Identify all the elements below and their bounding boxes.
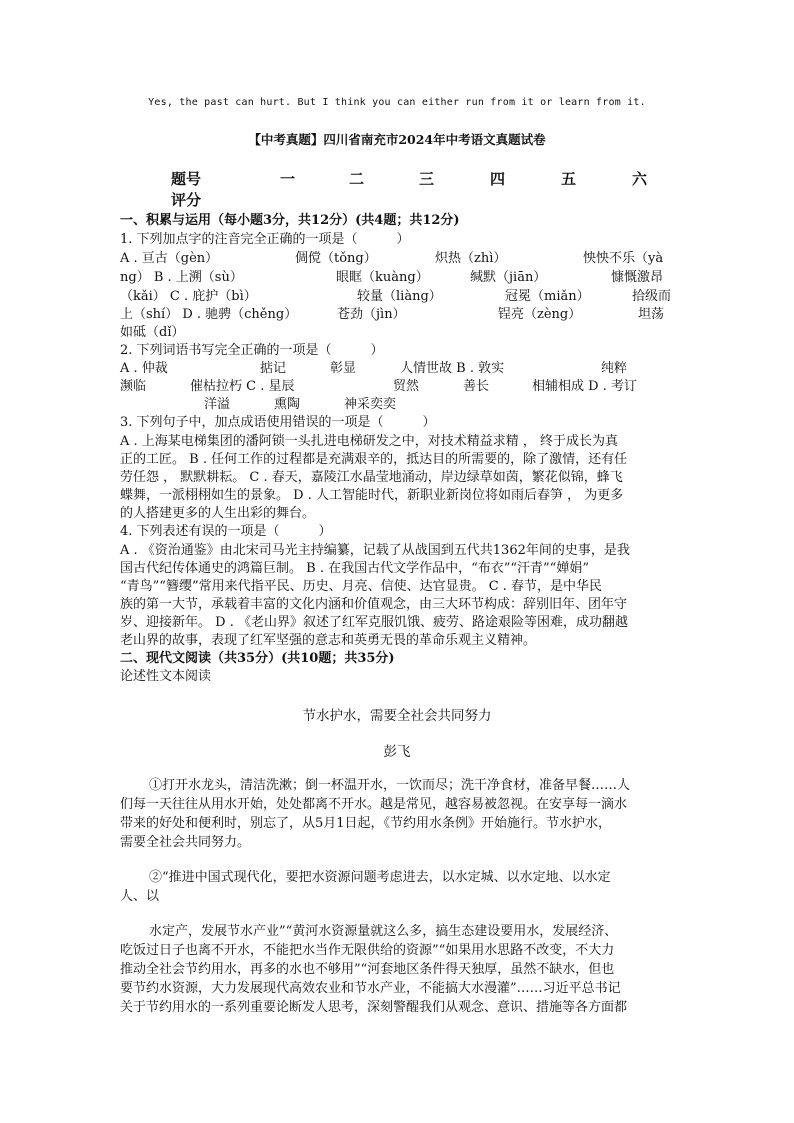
article-author: 彭飞: [383, 744, 411, 760]
q3-stem: 3. 下列句子中，加点成语使用错误的一项是（ ）: [120, 415, 436, 430]
score-col-4: 四: [490, 170, 506, 188]
article-paragraph-line: ①打开水龙头，清洁洗漱；倒一杯温开水，一饮而尽；洗干净食材，准备早餐……人: [149, 778, 631, 793]
q2-option-item: 人情世故 B . 敦实: [400, 361, 505, 376]
q1-option-item: 苍劲（jìn）: [337, 307, 406, 322]
q2-option-item: 濒临: [120, 379, 147, 394]
q1-option-line: ng） B . 上溯（sù）: [120, 270, 243, 285]
section2-heading: 二、现代文阅读（共35分）(共10题；共35分): [120, 651, 395, 666]
article-paragraph-line: 人、以: [120, 889, 160, 904]
article-paragraph-line: 推动全社会节约用水，再多的水也不够用”“河套地区条件得天独厚，虽然不缺水，但也: [120, 962, 615, 977]
q4-text-line: 岁、迎接新年。 D . 《老山界》叙述了红军克服饥饿、疲劳、路途艰险等困难，成功翻越: [120, 615, 628, 630]
q2-option-item: 催枯拉朽 C . 星辰: [190, 379, 295, 394]
score-col-6: 六: [632, 170, 648, 188]
q1-option-item: 坦荡: [638, 307, 665, 322]
q2-option-item: 纯粹: [601, 361, 628, 376]
q4-stem: 4. 下列表述有误的一项是（ ）: [120, 524, 332, 539]
article-paragraph-line: 带来的好处和便利时，别忘了，从5月1日起，《节约用水条例》开始施行。节水护水，: [120, 816, 612, 831]
q1-option-item: 炽热（zhì）: [435, 251, 507, 266]
section2-subheading: 论述性文本阅读: [120, 669, 212, 684]
article-paragraph-line: 水定产，发展节水产业”“黄河水资源量就这么多，搞生态建设要用水，发展经济、: [149, 924, 618, 939]
q2-option-item: 神采奕奕: [344, 397, 397, 412]
q1-option-item: 拾级而: [632, 289, 672, 304]
q2-option-item: 善长: [463, 379, 490, 394]
article-paragraph-line: 要节约水资源，大力发展现代高效农业和节水产业，不能搞大水漫灌”……习近平总书记: [120, 981, 621, 996]
q3-text-line: A . 上海某电梯集团的潘阿锁一头扎进电梯研发之中，对技术精益求精 ， 终于成长为真: [120, 434, 619, 449]
q2-option-item: 熏陶: [274, 397, 301, 412]
q1-option-item: 冠冕（miǎn）: [505, 289, 590, 304]
q4-text-line: A . 《资治通鉴》由北宋司马光主持编纂，记载了从战国到五代共1362年间的史事，是我: [120, 543, 630, 558]
q1-option-item: 怏怏不乐（yà: [583, 251, 664, 266]
q4-text-line: 国古代纪传体通史的鸿篇巨制。 B . 在我国古代文学作品中，“布衣”“汗青”“婵娟”: [120, 561, 589, 576]
q2-option-item: 掂记: [260, 361, 287, 376]
q1-option-line: （kǎi） C . 庇护（bì）: [120, 289, 257, 304]
q2-option-item: A . 仲裁: [120, 361, 168, 376]
q2-option-item: 贸然: [393, 379, 420, 394]
q3-text-line: 正的工匠。 B . 任何工作的过程都是充满艰辛的，抵达目的所需要的，除了激情，还有任: [120, 452, 628, 467]
article-paragraph-line: 吃饭过日子也离不开水，不能把水当作无限供给的资源”“如果用水思路不改变，不大力: [120, 943, 615, 958]
score-col-2: 二: [349, 170, 365, 188]
q1-option-item: 缄默（jiān）: [470, 270, 547, 285]
section1-heading: 一、积累与运用（每小题3分，共12分）(共4题；共12分): [120, 213, 460, 228]
q2-stem: 2. 下列词语书写完全正确的一项是（ ）: [120, 343, 384, 358]
q1-option-line: 如砥（dǐ）: [120, 325, 185, 340]
q1-option-line: 上（shí） D . 驰骋（chěng）: [120, 307, 298, 322]
q1-option-item: 倜傥（tǒng）: [295, 251, 377, 266]
q4-text-line: 族的第一大节，承载着丰富的文化内涵和价值观念，由三大环节构成：辞别旧年、团年守: [120, 597, 628, 612]
score-col-1: 一: [280, 170, 296, 188]
q4-text-line: “青鸟”“簪缨”常用来代指平民、历史、月亮、信使、达官显贵。 C . 春节，是中华民: [120, 579, 603, 594]
article-paragraph-line: 关于节约用水的一系列重要论断发人思考，深刻警醒我们从观念、意识、措施等各方面都: [120, 1000, 628, 1015]
score-table-header-label: 题号: [171, 170, 202, 188]
q1-option-item: 较量（liàng）: [357, 289, 442, 304]
motto-line: Yes, the past can hurt. But I think you can either run from it or learn from it.: [148, 97, 646, 108]
q1-option-line: A . 亘古（gèn）: [120, 251, 219, 266]
q2-option-item: 洋溢: [204, 397, 231, 412]
q3-text-line: 的人搭建更多的人生出彩的舞台。: [120, 506, 316, 521]
score-col-5: 五: [561, 170, 577, 188]
q1-option-item: 眼眶（kuàng）: [336, 270, 429, 285]
article-title: 节水护水，需要全社会共同努力: [302, 708, 492, 724]
article-paragraph-line: 需要全社会共同努力。: [120, 835, 251, 850]
score-col-3: 三: [419, 170, 435, 188]
q2-option-item: 彰显: [330, 361, 357, 376]
score-table-row-label: 评分: [171, 191, 202, 209]
q3-text-line: 蝶舞，一派栩栩如生的景象。 D . 人工智能时代，新职业新岗位将如雨后春笋 ， 为更多: [120, 488, 624, 503]
q4-text-line: 老山界的故事，表现了红军坚强的意志和英勇无畏的革命乐观主义精神。: [120, 633, 537, 648]
q1-stem: 1. 下列加点字的注音完全正确的一项是（ ）: [120, 232, 410, 247]
q3-text-line: 劳任怨 ， 默默耕耘。 C . 春天，嘉陵江水晶莹地涌动，岸边绿草如茵，繁花似锦，蜂飞: [120, 470, 623, 485]
article-paragraph-line: ②“推进中国式现代化，要把水资源问题考虑进去，以水定城、以水定地、以水定: [149, 870, 611, 885]
q1-option-item: 锃亮（zèng）: [498, 307, 582, 322]
q1-option-item: 慷慨激昂: [611, 270, 664, 285]
q2-option-item: 相辅相成 D . 考订: [532, 379, 637, 394]
article-paragraph-line: 们每一天往往从用水开始，处处都离不开水。越是常见，越容易被忽视。在安享每一滴水: [120, 797, 628, 812]
exam-title: 【中考真题】四川省南充市2024年中考语文真题试卷: [248, 132, 546, 147]
